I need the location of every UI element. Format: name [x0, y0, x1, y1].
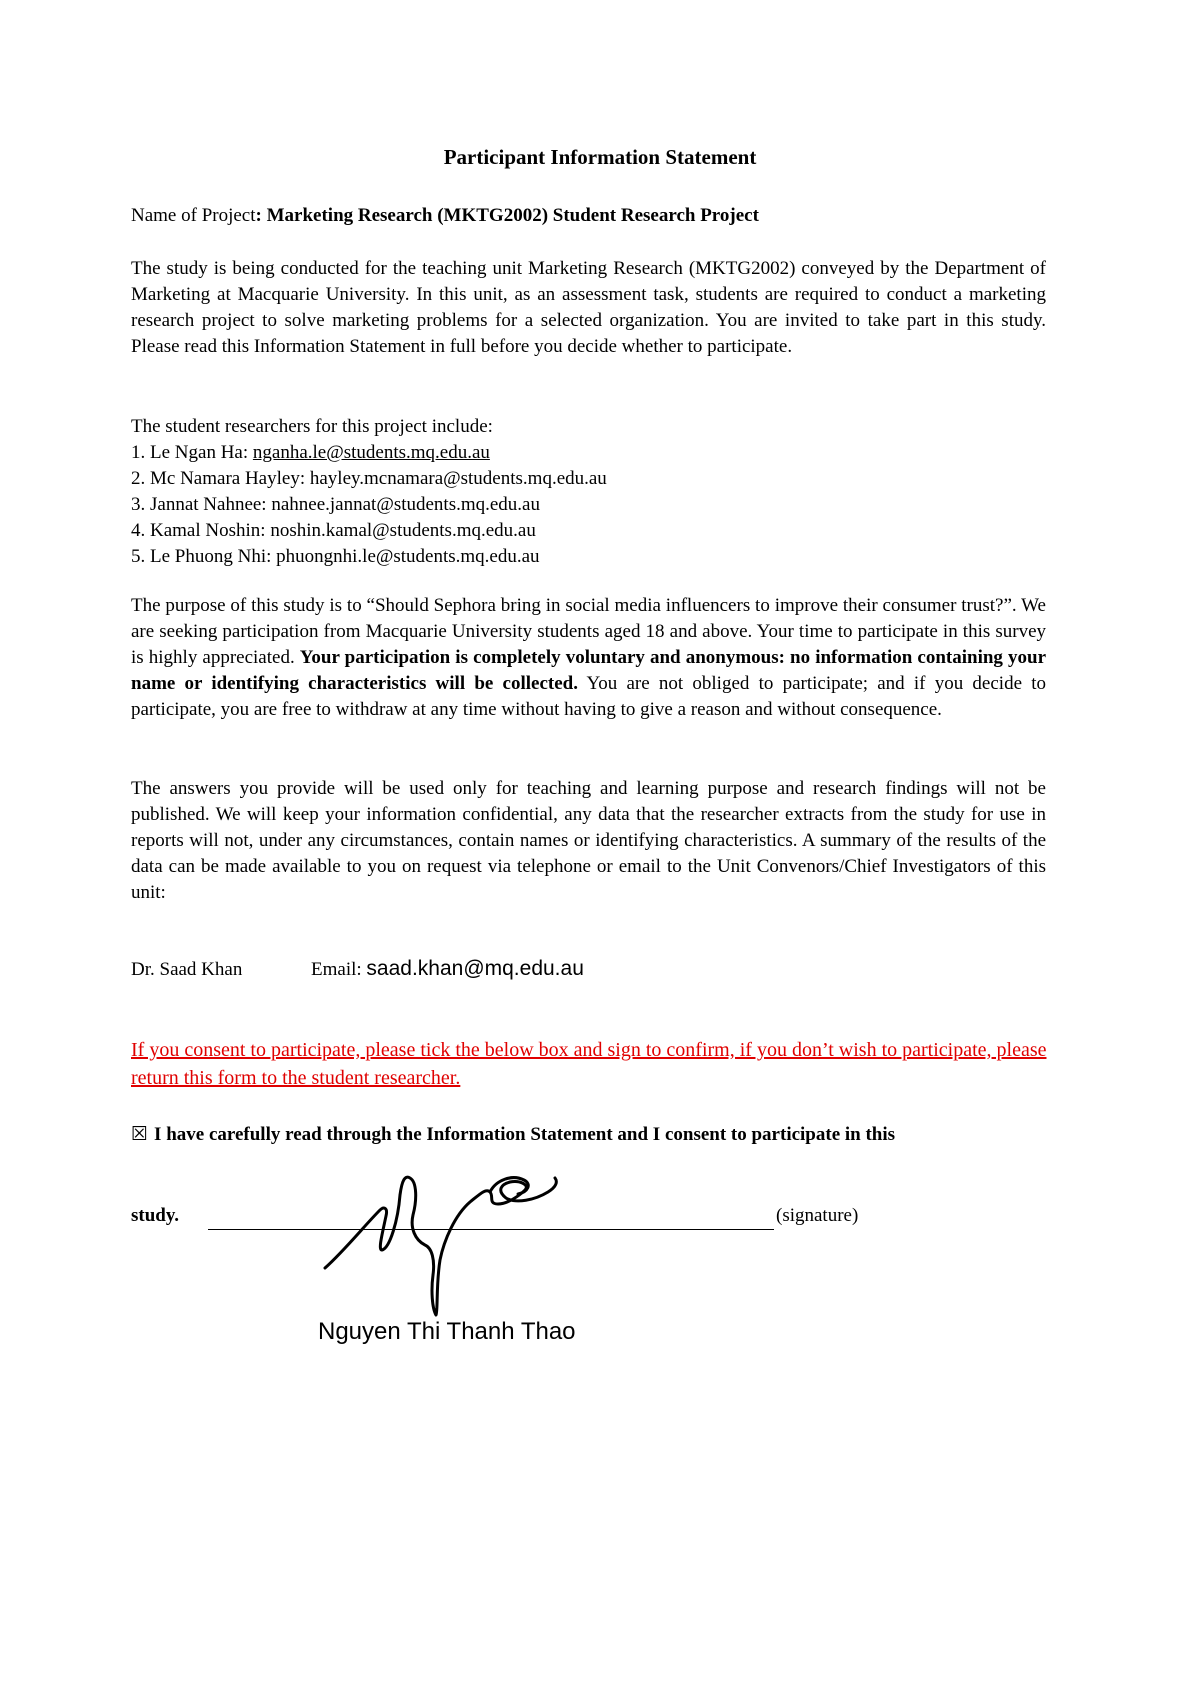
researchers-list	[131, 440, 1046, 570]
handwritten-signature	[320, 1160, 610, 1320]
consent-instruction: If you consent to participate, please tick the below box and sign to confirm, if you don’t wish to participate, please return this form to the student researcher.	[131, 1039, 1047, 1089]
project-name-line	[131, 203, 1046, 229]
intro-paragraph: The study is being conducted for the teaching unit Marketing Research (MKTG2002) conveyed by the Department of Marketing at Macquarie University. In this unit, as an assessment task, students are required to conduct a marketing research project to solve marketing problems for a selected organization. You are invited to take part in this study. Please read this Information Statement in full before you decide whether to participate.	[131, 258, 1046, 357]
researcher-email: nahnee.jannat@students.mq.edu.au	[271, 494, 540, 515]
researcher-name: 4. Kamal Noshin:	[131, 520, 271, 541]
purpose-text: The purpose of this study is to “Should Sephora bring in social media influencers to improve their consumer trust?”. We are seeking participation from Macquarie University students aged 18 and above. Your time to participate in this survey is highly appreciated.	[131, 595, 1046, 668]
consent-checkbox-line	[131, 1121, 1046, 1148]
signature-label: (signature)	[776, 1205, 859, 1226]
researcher-email: noshin.kamal@students.mq.edu.au	[270, 520, 536, 541]
consent-statement-end: study.	[131, 1205, 180, 1226]
answers-paragraph: The answers you provide will be used only for teaching and learning purpose and research findings will not be published. We will keep your information confidential, any data that the researcher extracts from the study for use in reports will not, under any circumstances, contain names or identifying characteristics. A summary of the results of the data can be made available to you on request via telephone or email to the Unit Convenors/Chief Investigators of this unit:	[131, 778, 1046, 903]
withdraw-text: You are not obliged to participate; and if you decide to participate, you are free to withdraw at any time without having to give a reason and without consequence.	[131, 673, 1046, 720]
researcher-name: 1. Le Ngan Ha:	[131, 442, 253, 463]
researcher-item	[131, 492, 1046, 518]
purpose-paragraph	[131, 593, 1046, 723]
contact-name: Dr. Saad Khan	[131, 959, 243, 980]
researcher-item	[131, 440, 1046, 466]
researcher-item	[131, 544, 1046, 570]
researcher-item	[131, 518, 1046, 544]
researcher-name: 2. Mc Namara Hayley:	[131, 468, 310, 489]
project-label: Name of Project	[131, 205, 256, 226]
researcher-name: 3. Jannat Nahnee:	[131, 494, 272, 515]
signer-name: Nguyen Thi Thanh Thao	[318, 1318, 576, 1345]
project-name: : Marketing Research (MKTG2002) Student Research Project	[255, 205, 759, 226]
contact-email: saad.khan@mq.edu.au	[366, 957, 584, 980]
consent-statement: I have carefully read through the Information Statement and I consent to participate in this	[154, 1124, 896, 1145]
researchers-section	[131, 414, 1046, 570]
contact-line	[131, 956, 1046, 983]
researcher-name: 5. Le Phuong Nhi:	[131, 546, 277, 567]
voluntary-statement: Your participation is completely voluntary and anonymous: no information containing your name or identifying characteristics will be collected.	[131, 647, 1047, 694]
researcher-email: phuongnhi.le@students.mq.edu.au	[276, 546, 540, 567]
contact-email-label: Email:	[311, 959, 367, 980]
researcher-email: hayley.mcnamara@students.mq.edu.au	[309, 468, 607, 489]
researchers-heading: The student researchers for this project include:	[131, 416, 493, 437]
researcher-email-link[interactable]: nganha.le@students.mq.edu.au	[252, 442, 490, 463]
signature-loop	[490, 1178, 528, 1194]
document-title: Participant Information Statement	[443, 145, 757, 169]
researcher-item	[131, 466, 1046, 492]
checked-box-icon[interactable]: ☒	[131, 1123, 149, 1145]
signature-stroke	[325, 1177, 556, 1315]
